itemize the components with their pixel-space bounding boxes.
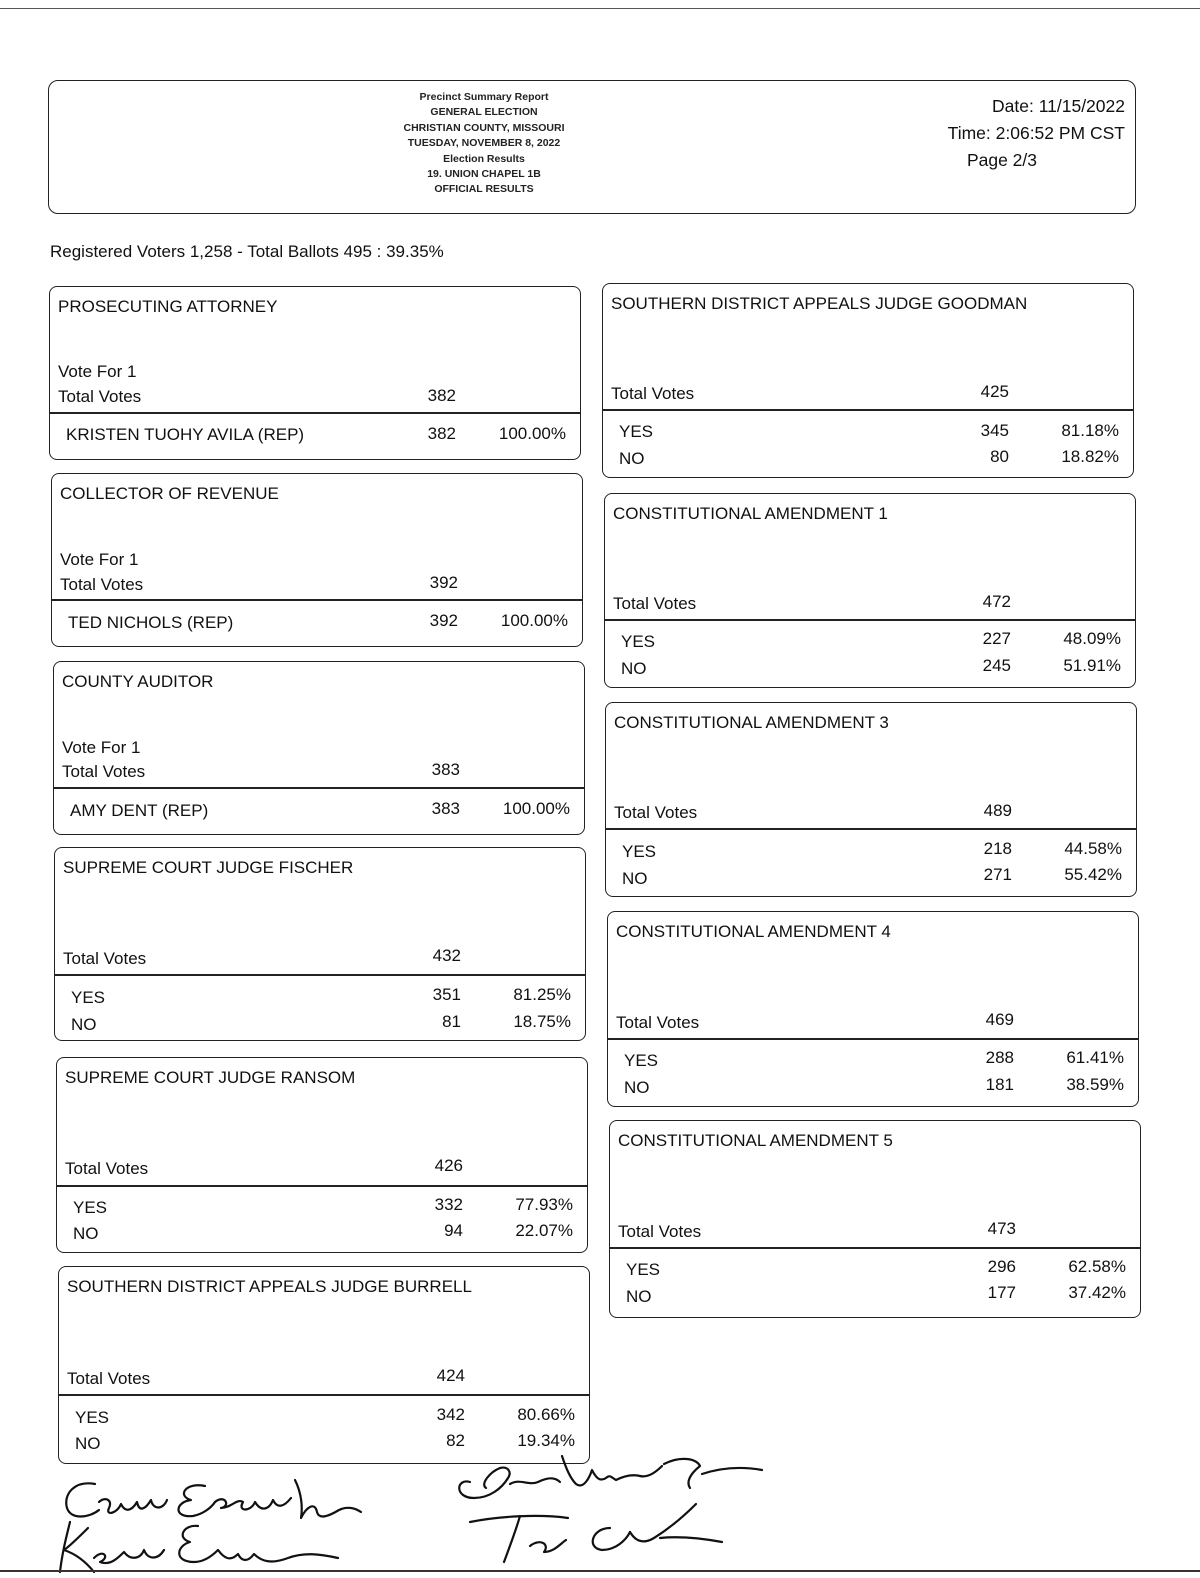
choice-no: NO — [73, 1224, 99, 1243]
choice-no: NO — [622, 869, 648, 888]
race-title: CONSTITUTIONAL AMENDMENT 4 — [616, 922, 891, 941]
choice-yes-percent: 80.66% — [517, 1405, 575, 1424]
candidate-percent: 100.00% — [498, 424, 566, 443]
report-time: Time: 2:06:52 PM CST — [947, 123, 1125, 143]
race-title: COUNTY AUDITOR — [62, 672, 214, 691]
vote-for-label: Vote For 1 — [60, 550, 139, 569]
candidate-votes: 383 — [431, 799, 460, 818]
choice-no-votes: 181 — [985, 1075, 1014, 1094]
race-constitutional-amendment-5 — [609, 1120, 1141, 1318]
choice-no-percent: 51.91% — [1063, 656, 1121, 675]
choice-yes-percent: 77.93% — [515, 1195, 573, 1214]
race-title: SUPREME COURT JUDGE FISCHER — [63, 858, 354, 877]
choice-yes-votes: 218 — [983, 839, 1012, 858]
report-header — [48, 80, 1136, 214]
race-title: CONSTITUTIONAL AMENDMENT 3 — [614, 713, 889, 732]
total-votes-value: 472 — [982, 592, 1011, 611]
total-votes-value: 432 — [432, 946, 461, 965]
results-label: Election Results — [443, 152, 525, 165]
total-votes-label: Total Votes — [611, 384, 695, 403]
total-votes-value: 382 — [427, 386, 456, 405]
choice-yes-percent: 62.58% — [1068, 1257, 1126, 1276]
top-rule — [0, 8, 1200, 9]
choice-yes: YES — [621, 632, 656, 651]
race-title: SUPREME COURT JUDGE RANSOM — [65, 1068, 356, 1087]
race-title: SOUTHERN DISTRICT APPEALS JUDGE BURRELL — [67, 1277, 472, 1296]
choice-no-percent: 38.59% — [1066, 1075, 1124, 1094]
choice-no-percent: 18.75% — [513, 1012, 571, 1031]
signature-tom — [460, 1498, 730, 1568]
total-votes-value: 473 — [987, 1219, 1016, 1238]
total-votes-label: Total Votes — [616, 1013, 700, 1032]
total-votes-value: 469 — [985, 1010, 1014, 1029]
total-votes-label: Total Votes — [58, 387, 142, 406]
choice-no-percent: 19.34% — [517, 1431, 575, 1450]
page-number: Page 2/3 — [966, 150, 1037, 170]
race-divider — [605, 619, 1135, 621]
choice-yes: YES — [626, 1260, 661, 1279]
race-constitutional-amendment-3 — [605, 702, 1137, 897]
signature-kelsee-ell — [48, 1518, 348, 1578]
report-meta — [948, 93, 1125, 174]
choice-yes-votes: 227 — [982, 629, 1011, 648]
total-votes-label: Total Votes — [614, 803, 698, 822]
total-votes-value: 426 — [434, 1156, 463, 1175]
choice-no-percent: 55.42% — [1064, 865, 1122, 884]
total-votes-label: Total Votes — [62, 762, 146, 781]
choice-yes-votes: 351 — [432, 985, 461, 1004]
choice-no: NO — [71, 1015, 97, 1034]
official-label: OFFICIAL RESULTS — [434, 183, 534, 196]
choice-no-votes: 245 — [982, 656, 1011, 675]
total-votes-value: 489 — [983, 801, 1012, 820]
choice-no-votes: 81 — [442, 1012, 461, 1031]
choice-no-votes: 80 — [990, 447, 1009, 466]
choice-no: NO — [626, 1287, 652, 1306]
total-votes-value: 383 — [431, 760, 460, 779]
race-county-auditor — [53, 661, 585, 835]
race-supreme-court-judge-ransom — [56, 1057, 588, 1253]
candidate-percent: 100.00% — [502, 799, 570, 818]
choice-yes-percent: 61.41% — [1066, 1048, 1124, 1067]
race-divider — [610, 1247, 1140, 1249]
candidate-name: KRISTEN TUOHY AVILA (REP) — [66, 425, 305, 444]
total-votes-label: Total Votes — [67, 1369, 151, 1388]
choice-yes-percent: 81.25% — [513, 985, 571, 1004]
race-constitutional-amendment-1 — [604, 493, 1136, 688]
race-title: CONSTITUTIONAL AMENDMENT 1 — [613, 504, 888, 523]
race-collector-of-revenue — [51, 473, 583, 647]
choice-no-votes: 271 — [983, 865, 1012, 884]
choice-yes-votes: 296 — [987, 1257, 1016, 1276]
total-votes-value: 392 — [429, 573, 458, 592]
choice-yes: YES — [73, 1198, 108, 1217]
race-divider — [606, 828, 1136, 830]
choice-yes-votes: 288 — [985, 1048, 1014, 1067]
choice-no-votes: 177 — [987, 1283, 1016, 1302]
candidate-name: TED NICHOLS (REP) — [68, 613, 234, 632]
race-divider — [57, 1185, 587, 1187]
choice-no: NO — [624, 1078, 650, 1097]
race-divider — [52, 599, 582, 601]
race-divider — [59, 1394, 589, 1396]
report-title-block — [379, 90, 589, 198]
choice-yes: YES — [624, 1051, 659, 1070]
choice-no: NO — [621, 659, 647, 678]
choice-no-percent: 22.07% — [515, 1221, 573, 1240]
race-title: PROSECUTING ATTORNEY — [58, 297, 278, 316]
race-divider — [608, 1038, 1138, 1040]
race-title: CONSTITUTIONAL AMENDMENT 5 — [618, 1131, 893, 1150]
registered-voters-summary: Registered Voters 1,258 - Total Ballots 495 : 39.35% — [50, 242, 444, 261]
choice-yes: YES — [619, 422, 654, 441]
report-type: Precinct Summary Report — [419, 91, 549, 103]
vote-for-label: Vote For 1 — [58, 362, 137, 381]
choice-yes: YES — [71, 988, 106, 1007]
race-southern-district-appeals-judge-burrell — [58, 1266, 590, 1464]
precinct-name: 19. UNION CHAPEL 1B — [427, 168, 541, 181]
race-southern-district-appeals-judge-goodman — [602, 283, 1134, 478]
election-date: TUESDAY, NOVEMBER 8, 2022 — [407, 137, 561, 150]
total-votes-label: Total Votes — [63, 949, 147, 968]
candidate-votes: 382 — [427, 424, 456, 443]
choice-yes: YES — [75, 1408, 110, 1427]
race-title: COLLECTOR OF REVENUE — [60, 484, 279, 503]
race-prosecuting-attorney — [49, 286, 581, 460]
choice-yes-percent: 81.18% — [1061, 421, 1119, 440]
race-divider — [603, 409, 1133, 411]
vote-for-label: Vote For 1 — [62, 738, 141, 757]
report-date: Date: 11/15/2022 — [992, 96, 1125, 116]
race-divider — [50, 412, 580, 414]
choice-no-votes: 82 — [446, 1431, 465, 1450]
candidate-votes: 392 — [429, 611, 458, 630]
race-supreme-court-judge-fischer — [54, 847, 586, 1041]
choice-no: NO — [619, 449, 645, 468]
county-name: CHRISTIAN COUNTY, MISSOURI — [403, 121, 565, 134]
choice-yes-votes: 342 — [436, 1405, 465, 1424]
choice-yes: YES — [622, 842, 657, 861]
choice-yes-votes: 345 — [980, 421, 1009, 440]
race-divider — [54, 787, 584, 789]
choice-no-percent: 18.82% — [1061, 447, 1119, 466]
total-votes-label: Total Votes — [618, 1222, 702, 1241]
race-title: SOUTHERN DISTRICT APPEALS JUDGE GOODMAN — [611, 294, 1028, 313]
candidate-name: AMY DENT (REP) — [70, 801, 209, 820]
total-votes-value: 424 — [436, 1366, 465, 1385]
choice-yes-percent: 48.09% — [1063, 629, 1121, 648]
bottom-rule — [0, 1570, 1200, 1572]
choice-no: NO — [75, 1434, 101, 1453]
election-name: GENERAL ELECTION — [430, 106, 538, 119]
total-votes-label: Total Votes — [613, 594, 697, 613]
choice-yes-votes: 332 — [434, 1195, 463, 1214]
choice-yes-percent: 44.58% — [1064, 839, 1122, 858]
candidate-percent: 100.00% — [500, 611, 568, 630]
total-votes-value: 425 — [980, 382, 1009, 401]
choice-no-votes: 94 — [444, 1221, 463, 1240]
total-votes-label: Total Votes — [60, 575, 144, 594]
total-votes-label: Total Votes — [65, 1159, 149, 1178]
race-constitutional-amendment-4 — [607, 911, 1139, 1107]
choice-no-percent: 37.42% — [1068, 1283, 1126, 1302]
race-divider — [55, 974, 585, 976]
